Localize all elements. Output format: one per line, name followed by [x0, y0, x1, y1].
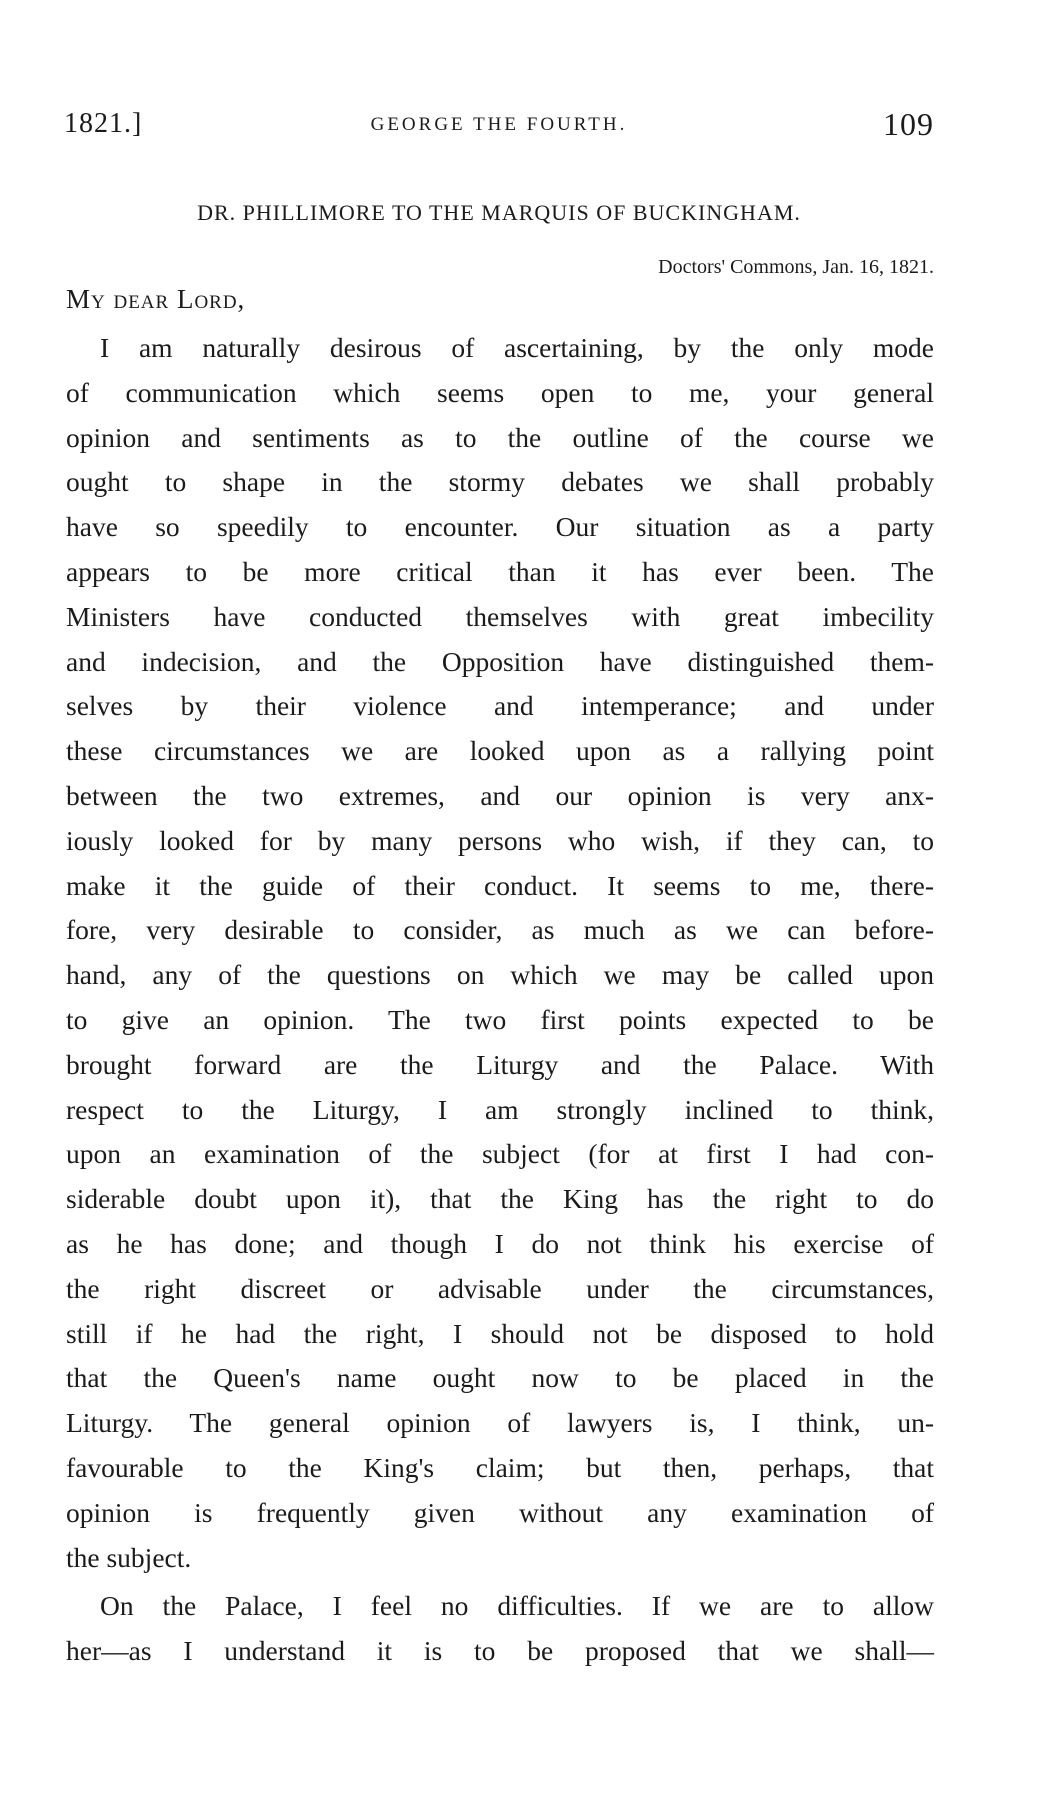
- body-line: the subject.: [66, 1541, 192, 1573]
- body-line: On the Palace, I feel no difficulties. If we are to allow: [100, 1590, 934, 1622]
- body-line: as he has done; and though I do not think his exercise of: [66, 1227, 934, 1259]
- body-line: opinion is frequently given without any examination of: [66, 1496, 934, 1528]
- body-line: that the Queen's name ought now to be placed in the: [66, 1362, 934, 1394]
- body-line: hand, any of the questions on which we may be called upon: [66, 959, 934, 991]
- body-line: have so speedily to encounter. Our situation as a party: [66, 511, 934, 543]
- body-line: the right discreet or advisable under the circumstances,: [66, 1272, 934, 1304]
- body-line: make it the guide of their conduct. It seems to me, there-: [66, 869, 934, 901]
- body-line: brought forward are the Liturgy and the Palace. With: [66, 1048, 934, 1080]
- body-line: Ministers have conducted themselves with great imbecility: [66, 600, 934, 632]
- body-line: favourable to the King's claim; but then, perhaps, that: [66, 1451, 934, 1483]
- body-line: of communication which seems open to me, your general: [66, 376, 934, 408]
- body-line: to give an opinion. The two first points expected to be: [66, 1003, 934, 1035]
- body-line: opinion and sentiments as to the outline of the course we: [66, 421, 934, 453]
- body-line: I am naturally desirous of ascertaining, by the only mode: [100, 332, 934, 363]
- running-head-year: 1821.]: [64, 108, 143, 139]
- body-line: upon an examination of the subject (for at first I had con-: [66, 1138, 934, 1170]
- body-line: and indecision, and the Opposition have distinguished them-: [66, 645, 934, 677]
- running-head-title: GEORGE THE FOURTH.: [370, 114, 628, 135]
- body-line: fore, very desirable to consider, as much as we can before-: [66, 914, 934, 946]
- body-line: siderable doubt upon it), that the King has the right to do: [66, 1183, 934, 1215]
- body-line: between the two extremes, and our opinion is very anx-: [66, 779, 934, 811]
- letter-dateline: Doctors' Commons, Jan. 16, 1821.: [658, 256, 934, 278]
- body-line: these circumstances we are looked upon as a rallying point: [66, 735, 934, 767]
- body-line: respect to the Liturgy, I am strongly inclined to think,: [66, 1093, 934, 1125]
- body-line: ought to shape in the stormy debates we shall probably: [66, 466, 934, 498]
- letter-salutation: My dear Lord,: [66, 284, 246, 314]
- page-number: 109: [883, 106, 934, 142]
- body-line: her—as I understand it is to be proposed that we shall—: [66, 1635, 934, 1667]
- letter-body: [66, 326, 934, 1674]
- body-line: appears to be more critical than it has ever been. The: [66, 555, 934, 587]
- body-line: iously looked for by many persons who wish, if they can, to: [66, 824, 934, 856]
- running-head: [64, 108, 934, 148]
- body-line: Liturgy. The general opinion of lawyers is, I think, un-: [66, 1407, 934, 1439]
- body-line: still if he had the right, I should not be disposed to hold: [66, 1317, 934, 1349]
- letter-heading: DR. PHILLIMORE TO THE MARQUIS OF BUCKINGHAM.: [197, 200, 801, 225]
- body-line: selves by their violence and intemperance; and under: [66, 690, 934, 722]
